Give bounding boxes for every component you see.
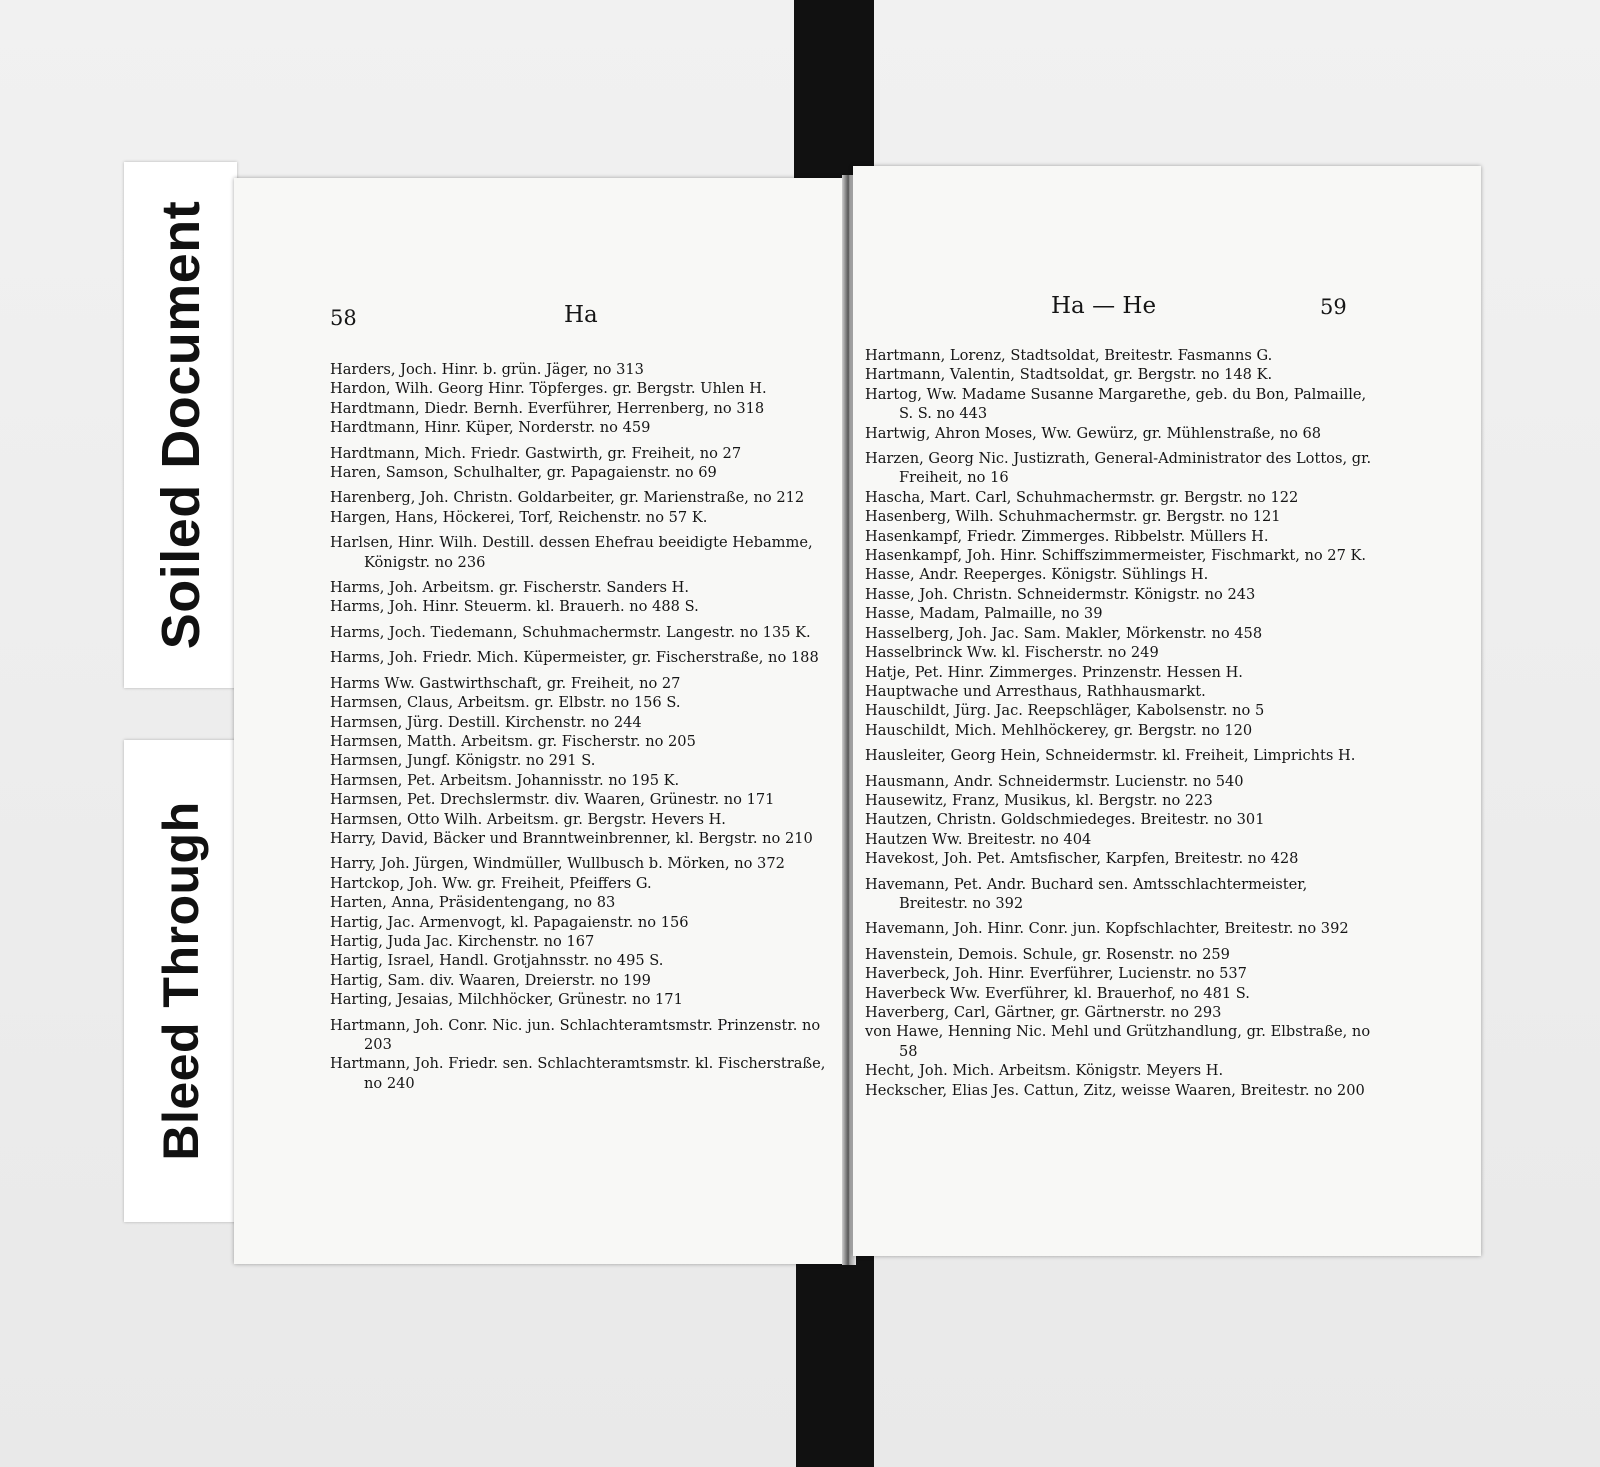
soiled-document-label-text: Soiled Document — [150, 200, 211, 650]
directory-entry: Haverbeck Ww. Everführer, kl. Brauerhof, no 481 S. — [865, 984, 1250, 1002]
directory-entry: Harmsen, Matth. Arbeitsm. gr. Fischerstr. no 205 — [330, 732, 696, 750]
directory-entry: Hausleiter, Georg Hein, Schneidermstr. kl. Freiheit, Limprichts H. — [865, 747, 1356, 765]
directory-entry: Harmsen, Pet. Arbeitsm. Johannisstr. no 195 K. — [330, 771, 680, 789]
directory-entry: Harting, Jesaias, Milchhöcker, Grünestr. no 171 — [330, 991, 683, 1009]
right-page-heading: Ha — He — [1051, 293, 1157, 319]
directory-entry: Hardtmann, Diedr. Bernh. Everführer, Herrenberg, no 318 — [330, 399, 765, 417]
directory-entry: Harms, Joh. Arbeitsm. gr. Fischerstr. Sanders H. — [330, 579, 689, 597]
directory-entry: Harmsen, Jungf. Königstr. no 291 S. — [330, 752, 596, 770]
left-page-number: 58 — [330, 306, 357, 330]
directory-entry: Havemann, Pet. Andr. Buchard sen. Amtsschlachtermeister, Breitestr. no 392 — [865, 875, 1308, 912]
right-page-number: 59 — [1320, 295, 1347, 319]
bleed-through-label-text: Bleed Through — [152, 801, 209, 1161]
directory-entry: Hausewitz, Franz, Musikus, kl. Bergstr. no 223 — [865, 791, 1213, 809]
directory-entry: Hauschildt, Jürg. Jac. Reepschläger, Kabolsenstr. no 5 — [865, 702, 1265, 720]
directory-entry: Hartig, Juda Jac. Kirchenstr. no 167 — [330, 932, 595, 950]
directory-entry: Harry, David, Bäcker und Branntweinbrenner, kl. Bergstr. no 210 — [330, 829, 813, 847]
directory-entry: Hartwig, Ahron Moses, Ww. Gewürz, gr. Mühlenstraße, no 68 — [865, 424, 1322, 442]
directory-entry: Hartmann, Lorenz, Stadtsoldat, Breitestr. Fasmanns G. — [865, 347, 1273, 364]
directory-entry: Hasenkampf, Joh. Hinr. Schiffszimmermeister, Fischmarkt, no 27 K. — [865, 547, 1367, 565]
directory-entry: Hartckop, Joh. Ww. gr. Freiheit, Pfeiffers G. — [330, 874, 652, 892]
directory-entry: Hartig, Israel, Handl. Grotjahnsstr. no 495 S. — [330, 952, 664, 970]
directory-entry: Hatje, Pet. Hinr. Zimmerges. Prinzenstr. Hessen H. — [865, 663, 1243, 681]
directory-entry: Hasse, Andr. Reeperges. Königstr. Sühlings H. — [865, 566, 1209, 584]
directory-entry: Hartog, Ww. Madame Susanne Margarethe, geb. du Bon, Palmaille, S. S. no 443 — [865, 385, 1367, 423]
directory-entry: Harry, Joh. Jürgen, Windmüller, Wullbusch b. Mörken, no 372 — [330, 855, 785, 873]
directory-entry: Heckscher, Elias Jes. Cattun, Zitz, weisse Waaren, Breitestr. no 200 — [865, 1081, 1365, 1099]
directory-entry: Hautzen Ww. Breitestr. no 404 — [865, 830, 1092, 848]
directory-entry: Hauschildt, Mich. Mehlhöckerey, gr. Bergstr. no 120 — [865, 721, 1253, 739]
directory-entry: Hascha, Mart. Carl, Schuhmachermstr. gr. Bergstr. no 122 — [865, 488, 1299, 506]
directory-entry: Haverberg, Carl, Gärtner, gr. Gärtnerstr. no 293 — [865, 1004, 1222, 1021]
directory-entry: Havekost, Joh. Pet. Amtsfischer, Karpfen, Breitestr. no 428 — [865, 850, 1299, 868]
directory-entry: Hardon, Wilh. Georg Hinr. Töpferges. gr. Bergstr. Uhlen H. — [330, 380, 767, 398]
directory-entry: Harms, Joh. Friedr. Mich. Küpermeister, gr. Fischerstraße, no 188 — [330, 649, 819, 667]
directory-entry: Harms, Joh. Hinr. Steuerm. kl. Brauerh. no 488 S. — [330, 598, 699, 616]
left-page — [234, 178, 848, 1264]
directory-entry: Harten, Anna, Präsidentengang, no 83 — [330, 894, 616, 912]
directory-entry: Hasse, Madam, Palmaille, no 39 — [865, 605, 1103, 623]
directory-entry: Harenberg, Joh. Christn. Goldarbeiter, gr. Marienstraße, no 212 — [330, 489, 805, 507]
directory-entry: Harms Ww. Gastwirthschaft, gr. Freiheit, no 27 — [330, 674, 681, 692]
directory-entry: Hardtmann, Mich. Friedr. Gastwirth, gr. Freiheit, no 27 — [330, 444, 742, 462]
directory-entry: von Hawe, Henning Nic. Mehl und Grützhandlung, gr. Elbstraße, no 58 — [865, 1023, 1371, 1060]
left-page-entries — [330, 360, 828, 1093]
directory-entry: Harlsen, Hinr. Wilh. Destill. dessen Ehefrau beeidigte Hebamme, Königstr. no 236 — [330, 534, 813, 571]
directory-entry: Harms, Joch. Tiedemann, Schuhmachermstr. Langestr. no 135 K. — [330, 623, 811, 641]
right-page-entries — [865, 346, 1373, 1100]
book-spine-top — [794, 0, 874, 180]
directory-entry: Hasselbrinck Ww. kl. Fischerstr. no 249 — [865, 644, 1159, 662]
book-spine-bottom — [796, 1255, 874, 1467]
directory-entry: Hartmann, Valentin, Stadtsoldat, gr. Bergstr. no 148 K. — [865, 366, 1273, 384]
directory-entry: Hartmann, Joh. Conr. Nic. jun. Schlachteramtsmstr. Prinzenstr. no 203 — [330, 1016, 821, 1053]
directory-entry: Hardtmann, Hinr. Küper, Norderstr. no 459 — [330, 419, 651, 437]
directory-entry: Hautzen, Christn. Goldschmiedeges. Breitestr. no 301 — [865, 811, 1265, 829]
directory-entry: Haverbeck, Joh. Hinr. Everführer, Lucienstr. no 537 — [865, 965, 1247, 983]
directory-entry: Havemann, Joh. Hinr. Conr. jun. Kopfschlachter, Breitestr. no 392 — [865, 920, 1349, 938]
left-page-heading: Ha — [564, 302, 598, 328]
directory-entry: Hauptwache und Arresthaus, Rathhausmarkt. — [865, 682, 1206, 700]
directory-entry: Hargen, Hans, Höckerei, Torf, Reichenstr. no 57 K. — [330, 508, 708, 526]
directory-entry: Hasenkampf, Friedr. Zimmerges. Ribbelstr. Müllers H. — [865, 527, 1269, 545]
directory-entry: Harmsen, Otto Wilh. Arbeitsm. gr. Bergstr. Hevers H. — [330, 810, 726, 828]
soiled-document-label — [124, 162, 237, 688]
bleed-through-label — [124, 740, 237, 1222]
directory-entry: Hartmann, Joh. Friedr. sen. Schlachteramtsmstr. kl. Fischerstraße, no 240 — [330, 1055, 826, 1092]
directory-entry: Hecht, Joh. Mich. Arbeitsm. Königstr. Meyers H. — [865, 1062, 1224, 1080]
right-page — [853, 166, 1481, 1256]
directory-entry: Hasenberg, Wilh. Schuhmachermstr. gr. Bergstr. no 121 — [865, 508, 1281, 526]
directory-entry: Haren, Samson, Schulhalter, gr. Papagaienstr. no 69 — [330, 464, 717, 482]
directory-entry: Hausmann, Andr. Schneidermstr. Lucienstr. no 540 — [865, 772, 1244, 790]
directory-entry: Havenstein, Demois. Schule, gr. Rosenstr. no 259 — [865, 945, 1230, 963]
directory-entry: Hasselberg, Joh. Jac. Sam. Makler, Mörkenstr. no 458 — [865, 624, 1263, 642]
directory-entry: Hartig, Jac. Armenvogt, kl. Papagaienstr. no 156 — [330, 913, 689, 931]
directory-entry: Harzen, Georg Nic. Justizrath, General-Administrator des Lottos, gr. Freiheit, no 16 — [865, 450, 1372, 487]
directory-entry: Hasse, Joh. Christn. Schneidermstr. Königstr. no 243 — [865, 585, 1256, 603]
directory-entry: Harmsen, Claus, Arbeitsm. gr. Elbstr. no 156 S. — [330, 694, 681, 712]
directory-entry: Harmsen, Pet. Drechslermstr. div. Waaren, Grünestr. no 171 — [330, 791, 775, 809]
directory-entry: Harders, Joch. Hinr. b. grün. Jäger, no 313 — [330, 361, 644, 378]
directory-entry: Harmsen, Jürg. Destill. Kirchenstr. no 244 — [330, 713, 642, 731]
directory-entry: Hartig, Sam. div. Waaren, Dreierstr. no 199 — [330, 971, 651, 989]
